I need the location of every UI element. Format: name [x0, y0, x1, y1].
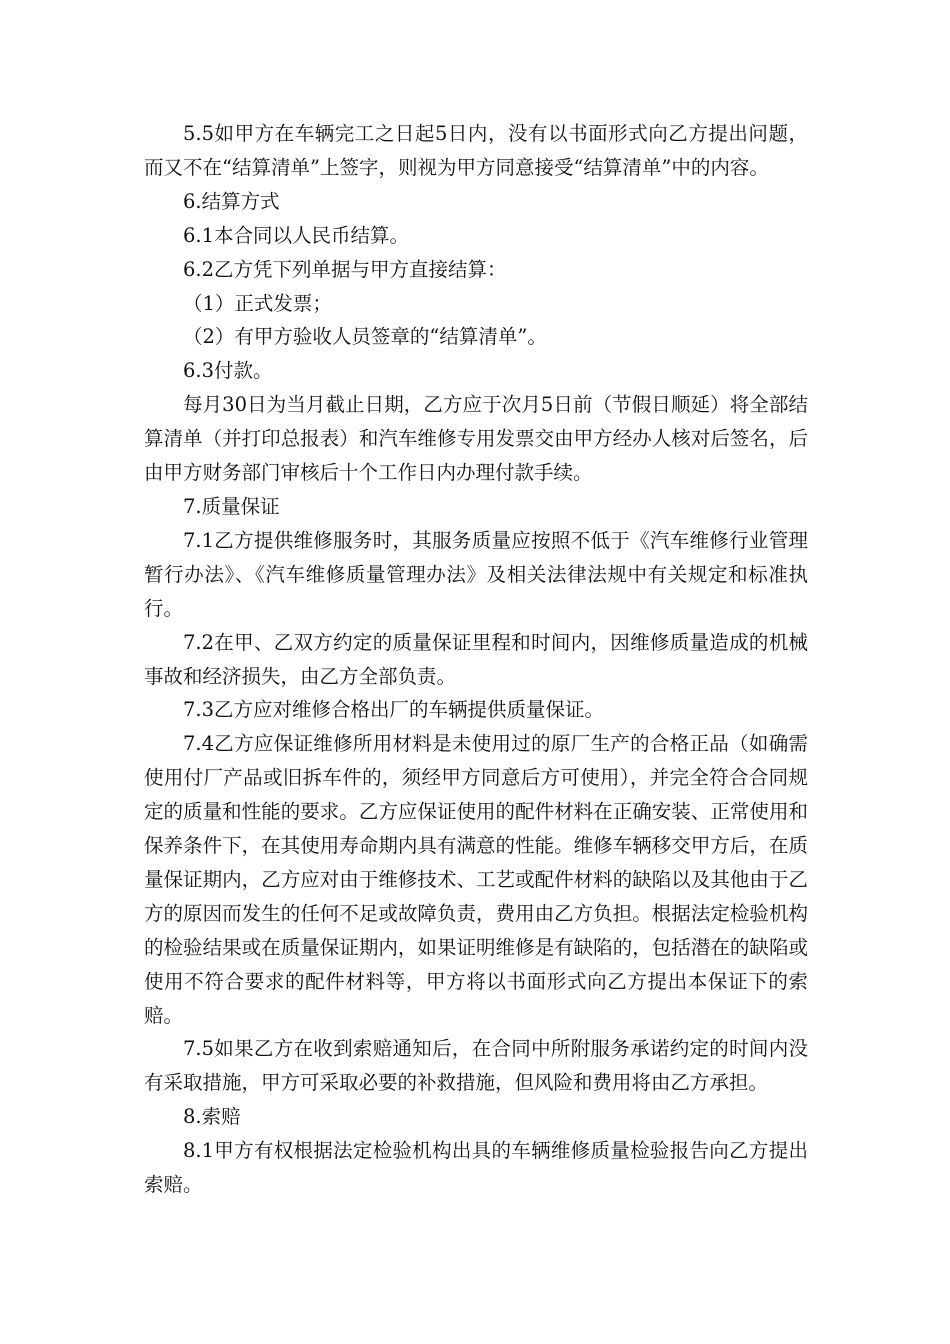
paragraph-7-3: 7.3乙方应对维修合格出厂的车辆提供质量保证。 [183, 698, 605, 722]
paragraph-6-1: 6.1本合同以人民币结算。 [183, 223, 410, 247]
paragraph-5-5: 5.5如甲方在车辆完工之日起5日内，没有以书面形式向乙方提出问题，而又不在“结算清单”上签字，则视为甲方同意接受“结算清单”中的内容。 [144, 122, 808, 179]
paragraph-7-2: 7.2在甲、乙双方约定的质量保证里程和时间内，因维修质量造成的机械事故和经济损失，由乙方全部负责。 [144, 630, 808, 688]
heading-claims: 8.索赔 [183, 1105, 241, 1129]
list-item-invoice: （1）正式发票； [183, 291, 332, 315]
paragraph-8-1: 8.1甲方有权根据法定检验机构出具的车辆维修质量检验报告向乙方提出索赔。 [144, 1139, 808, 1197]
paragraph-7-4: 7.4乙方应保证维修所用材料是未使用过的原厂生产的合格正品（如确需使用付厂产品或旧拆车件的，须经甲方同意后方可使用），并完全符合合同规定的质量和性能的要求。乙方应保证使用的配件材料在正确安装、正常使用和保养条件下，在其使用寿命期内具有满意的性能。维修车辆移交甲方后，在质量保证期内，乙方应对由于维修技术、工艺或配件材料的缺陷以及其他由于乙方的原因而发生的任何不足或故障负责，费用由乙方负担。根据法定检验机构的检验结果或在质量保证期内，如果证明维修是有缺陷的，包括潜在的缺陷或使用不符合要求的配件材料等，甲方将以书面形式向乙方提出本保证下的索赔。 [144, 732, 808, 1027]
heading-settlement-method: 6.结算方式 [183, 189, 280, 213]
paragraph-7-5: 7.5如果乙方在收到索赔通知后，在合同中所附服务承诺约定的时间内没有采取措施，甲方可采取必要的补救措施，但风险和费用将由乙方承担。 [144, 1037, 808, 1095]
document-body [144, 117, 808, 1202]
paragraph-7-1: 7.1乙方提供维修服务时，其服务质量应按照不低于《汽车维修行业管理暂行办法》、《汽车维修质量管理办法》及相关法律法规中有关规定和标准执行。 [144, 528, 808, 620]
list-item-settlement-list: （2）有甲方验收人员签章的“结算清单”。 [183, 325, 547, 349]
paragraph-payment-terms: 每月30日为当月截止日期，乙方应于次月5日前（节假日顺延）将全部结算清单（并打印总报表）和汽车维修专用发票交由甲方经办人核对后签名，后由甲方财务部门审核后十个工作日内办理付款手续。 [144, 393, 808, 485]
heading-quality-assurance: 7.质量保证 [183, 494, 280, 518]
paragraph-6-2: 6.2乙方凭下列单据与甲方直接结算： [183, 257, 507, 281]
paragraph-6-3: 6.3付款。 [183, 359, 273, 383]
